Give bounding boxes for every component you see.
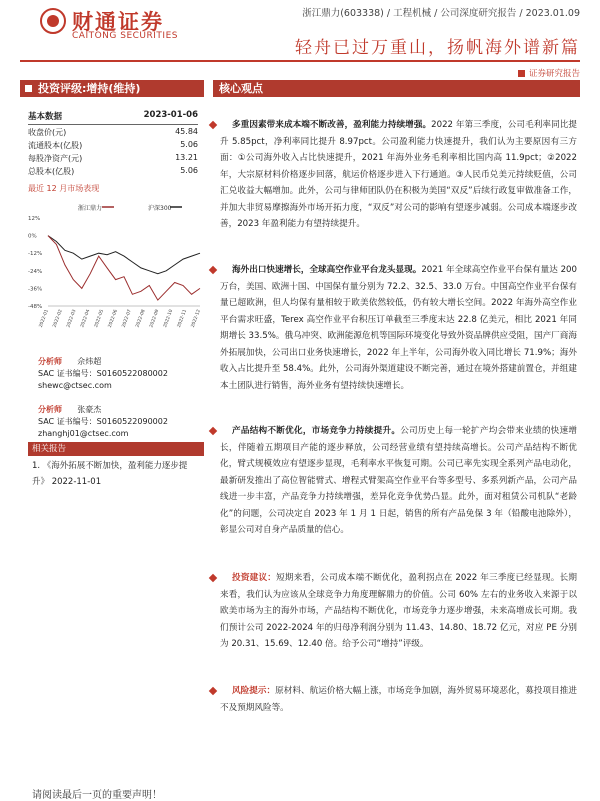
related-reports-header: 相关报告 [28,442,204,456]
point-body: 短期来看，公司成本端不断优化，盈利拐点在 2022 年三季度已经显现。长期来看，我们认为应该从全球竞争力角度理解鼎力的价值。公司 60% 左右的业务收入来源于以欧美市场为主的海外市场，产品结构不断优化，市场竞争力逐步增强，未来高增成长可期。我们预计公司 2022-2024 年的归母净利润分别为 11.43、14.80、18.72 亿元，对应 PE 分别为 20.31、15.69、12.40 倍。给予公司“增持”评级。 [220,573,577,649]
diamond-bullet-icon [209,121,217,129]
basic-row [28,153,198,164]
x-tick-label: 2022-07 [121,308,133,329]
basic-key: 总股本(亿股) [28,167,75,176]
legend-label-a: 浙江鼎力 [78,205,103,212]
diamond-bullet-icon [209,574,217,582]
square-bullet-icon [25,85,32,92]
x-tick-label: 2022-03 [66,308,78,329]
point-lead: 风险提示： [232,686,276,696]
analyst-email[interactable]: shewc@ctsec.com [38,381,112,390]
disclaimer-footer: 请阅读最后一页的重要声明！ [32,790,162,801]
basic-key: 流通股本(亿股) [28,141,83,150]
x-tick-label: 2022-12 [190,308,202,329]
report-title: 轻舟已过万重山，扬帆海外谱新篇 [295,38,580,58]
basic-row [28,140,198,151]
x-tick-label: 2022-06 [107,308,119,329]
point-body: 2021 年全球高空作业平台保有量达 200 万台，美国、欧洲十国、中国保有量分别为 72.2、32.5、33.0 万台。中国高空作业平台保有量已超欧洲，但人均保有量相较于欧美依然较低，仍有较大增长空间。2022 年海外高空作业平台需求旺盛，Terex 高空作业平台积压订单截至三季度末达 22.8 亿美元，相比 2021 年同期增长 33.5%。俄乌冲突、欧洲能源危机等国际环境变化导致外资品牌供应受阻，国产厂商海外拓展加快，公司出口业务快速增长，2022 年上半年，公司海外收入同比增长 71.9%；海外收入占比提升至 58.4%。此外，公司海外渠道建设不断完善，通过在境外搭建前置仓，并组建本土团队进行销售，海外业务有望持续快速增长。 [220,265,577,391]
x-tick-label: 2022-08 [135,308,147,329]
y-tick-label: -36% [28,286,43,293]
report-tag: 证券研究报告 [518,67,580,79]
diamond-bullet-icon [209,266,217,274]
legend-label-b: 沪深300 [148,205,172,212]
analyst-email[interactable]: zhanghj01@ctsec.com [38,429,129,438]
company-logo-icon [40,8,66,34]
analyst-name: 佘炜超 [77,357,102,366]
basic-key: 收盘价(元) [28,128,67,137]
core-point-2 [220,262,577,394]
analyst-name: 张豪杰 [77,405,102,414]
logo-name-en: CAITONG SECURITIES [72,31,178,41]
point-lead: 投资建议： [232,573,277,583]
stock-performance-chart [28,196,204,346]
analyst-sac: SAC 证书编号：S0160522090002 [38,417,168,426]
core-point-5 [220,683,577,716]
basic-data-date: 2023-01-06 [143,110,198,120]
x-tick-label: 2022-11 [176,308,189,329]
report-meta: 浙江鼎力(603338) / 工程机械 / 公司深度研究报告 / 2023.01.09 [302,8,580,19]
basic-value: 5.06 [180,166,198,175]
point-lead: 多重因素带来成本端不断改善，盈利能力持续增强。 [232,120,432,130]
basic-data-header [28,110,198,125]
core-point-1 [220,117,577,233]
x-tick-label: 2022-10 [163,308,175,329]
x-tick-label: 2022-02 [52,308,64,329]
basic-data-label: 基本数据 [28,112,63,122]
y-tick-label: -24% [28,268,43,275]
point-lead: 海外出口快速增长，全球高空作业平台龙头显现。 [232,265,422,275]
point-body: 公司历史上每一轮扩产均会带来业绩的快速增长，伴随着五期项目产能的逐步释放，公司经营业绩有望持续高增长。公司产品结构不断优化，臂式规模效应有望逐步显现，毛利率水平恢复可期。公司已率先实现全系列产品电动化，最新研发推出了高位智能臂式、增程式臂架高空作业平台等多型号、多系列新产品，公司产品线进一步丰富，产品竞争力持续增强，差异化竞争优势凸显。此外，面对租赁公司机队“老龄化”的问题，公司决定自 2023 年 1 月 1 日起，销售的所有产品免保 3 年（铅酸电池除外），彰显公司对自身产品质量的信心。 [220,426,577,535]
related-report-link[interactable]: 1. 《海外拓展不断加快，盈利能力逐步提升》 2022-11-01 [32,461,188,487]
core-point-4 [220,570,577,653]
point-body: 2022 年第三季度，公司毛利率同比提升 5.85pct，净利率同比提升 8.97pct。公司盈利能力快速提升，我们认为主要原因有三方面：①公司海外收入占比快速提升，2021 年海外业务毛利率相比国内高 11.9pct；②2022 年，大宗原材料价格逐步回落，航运价格逐步进入下行通道。③人民币兑美元持续贬值，公司汇兑收益大幅增加。此外，公司与律师团队仍在积极为美国“双反”后续行政复审做准备工作，并加大非贸易摩擦海外市场开拓力度，“双反”对公司的影响有望逐步减弱。公司成本端逐步改善，2023 年盈利能力有望持续提升。 [220,120,577,229]
diamond-bullet-icon [209,427,217,435]
rating-text: 投资评级:增持(维持) [38,82,141,95]
analyst-card [38,356,168,392]
basic-row [28,127,198,138]
performance-label: 最近 12 月市场表现 [28,184,100,193]
basic-row [28,166,198,177]
y-tick-label: 0% [28,233,37,240]
x-tick-label: 2022-04 [80,308,92,329]
x-tick-label: 2022-01 [38,308,50,329]
x-tick-label: 2022-09 [149,308,161,329]
y-tick-label: 12% [28,216,41,222]
core-point-3 [220,423,577,539]
header-divider [20,60,580,62]
analyst-sac: SAC 证书编号：S0160522080002 [38,369,168,378]
analyst-role: 分析师 [38,357,62,366]
basic-value: 13.21 [175,153,198,162]
basic-key: 每股净资产(元) [28,154,83,163]
analyst-card [38,404,168,440]
diamond-bullet-icon [209,687,217,695]
basic-value: 45.84 [175,127,198,136]
analyst-role: 分析师 [38,405,62,414]
x-tick-label: 2022-05 [94,308,106,329]
rating-banner [20,80,204,97]
basic-value: 5.06 [180,140,198,149]
point-body: 原材料、航运价格大幅上涨，市场竞争加剧，海外贸易环境恶化，募投项目推进不及预期风险等。 [220,686,577,713]
core-view-banner: 核心观点 [213,80,580,97]
logo-name-cn: 财通证券 [72,9,164,34]
point-lead: 产品结构不断优化，市场竞争力持续提升。 [232,426,401,436]
y-tick-label: -48% [28,304,43,310]
y-tick-label: -12% [28,251,43,258]
